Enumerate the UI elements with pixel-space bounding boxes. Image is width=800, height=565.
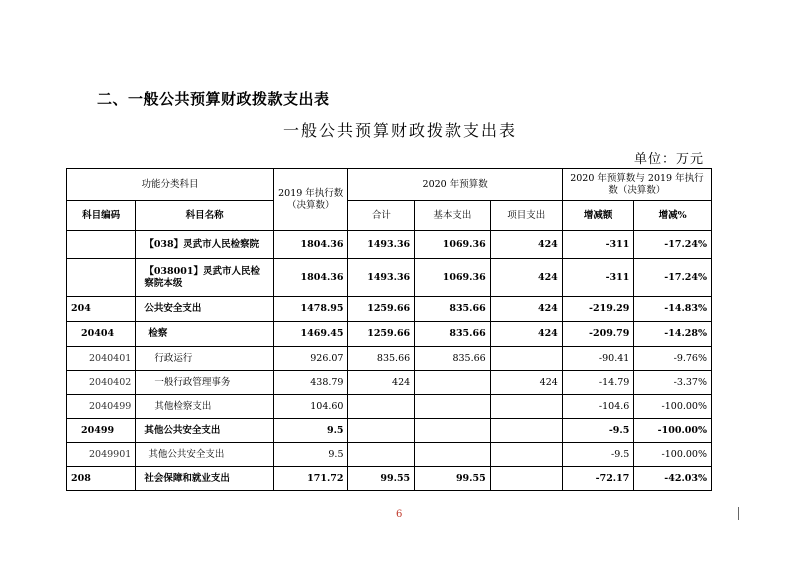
- row-code: 2049901: [67, 443, 136, 467]
- row-exec: 1804.36: [273, 259, 348, 297]
- row-project: 424: [490, 371, 562, 395]
- row-basic: 1069.36: [415, 231, 491, 259]
- row-name: 其他公共安全支出: [136, 443, 274, 467]
- row-project: [490, 443, 562, 467]
- row-diff: -311: [562, 231, 634, 259]
- row-diff: -9.5: [562, 419, 634, 443]
- row-basic: 1069.36: [415, 259, 491, 297]
- row-exec: 9.5: [273, 419, 348, 443]
- row-name: 一般行政管理事务: [136, 371, 274, 395]
- row-code: 204: [67, 297, 136, 322]
- header-project: 项目支出: [490, 201, 562, 231]
- row-pct: -100.00%: [634, 395, 712, 419]
- row-pct: -9.76%: [634, 347, 712, 371]
- header-diff: 增减额: [562, 201, 634, 231]
- row-name: 【038】灵武市人民检察院: [136, 231, 274, 259]
- row-exec: 104.60: [273, 395, 348, 419]
- row-exec: 1804.36: [273, 231, 348, 259]
- row-name: 行政运行: [136, 347, 274, 371]
- row-name: 检察: [136, 322, 274, 347]
- row-total: 99.55: [348, 467, 415, 491]
- row-total: 1493.36: [348, 231, 415, 259]
- row-code: 2040499: [67, 395, 136, 419]
- row-name: 公共安全支出: [136, 297, 274, 322]
- row-project: [490, 347, 562, 371]
- row-diff: -9.5: [562, 443, 634, 467]
- row-diff: -209.79: [562, 322, 634, 347]
- row-project: [490, 467, 562, 491]
- row-basic: [415, 395, 491, 419]
- header-name: 科目名称: [136, 201, 274, 231]
- row-diff: -311: [562, 259, 634, 297]
- row-exec: 171.72: [273, 467, 348, 491]
- row-project: 424: [490, 322, 562, 347]
- row-diff: -14.79: [562, 371, 634, 395]
- unit-label: 单位：万元: [633, 152, 704, 167]
- table-row: [67, 467, 712, 491]
- header-exec-2019: 2019 年执行数（决算数）: [273, 169, 348, 231]
- row-total: 1259.66: [348, 322, 415, 347]
- row-code: 20404: [67, 322, 136, 347]
- table-row: [67, 419, 712, 443]
- table-row: [67, 259, 712, 297]
- row-exec: 1478.95: [273, 297, 348, 322]
- row-name: 社会保障和就业支出: [136, 467, 274, 491]
- row-pct: -14.28%: [634, 322, 712, 347]
- row-total: [348, 395, 415, 419]
- table-row: [67, 347, 712, 371]
- table-row: [67, 443, 712, 467]
- row-code: 2040402: [67, 371, 136, 395]
- row-exec: 438.79: [273, 371, 348, 395]
- table-row: [67, 322, 712, 347]
- budget-table: [66, 168, 712, 491]
- row-total: 1493.36: [348, 259, 415, 297]
- row-exec: 9.5: [273, 443, 348, 467]
- row-name: 【038001】灵武市人民检察院本级: [136, 259, 274, 297]
- document-title: 一般公共预算财政拨款支出表: [282, 121, 517, 140]
- table-row: [67, 371, 712, 395]
- row-pct: -100.00%: [634, 419, 712, 443]
- header-category: 功能分类科目: [67, 169, 274, 201]
- row-total: [348, 443, 415, 467]
- row-diff: -104.6: [562, 395, 634, 419]
- header-budget-2020: 2020 年预算数: [348, 169, 562, 201]
- row-exec: 926.07: [273, 347, 348, 371]
- row-code: [67, 259, 136, 297]
- row-project: 424: [490, 231, 562, 259]
- row-pct: -3.37%: [634, 371, 712, 395]
- section-heading: 二、一般公共预算财政拨款支出表: [97, 90, 330, 108]
- row-basic: 99.55: [415, 467, 491, 491]
- row-code: 2040401: [67, 347, 136, 371]
- row-name: 其他检察支出: [136, 395, 274, 419]
- row-basic: [415, 443, 491, 467]
- row-total: 835.66: [348, 347, 415, 371]
- row-diff: -72.17: [562, 467, 634, 491]
- row-name: 其他公共安全支出: [136, 419, 274, 443]
- row-basic: 835.66: [415, 347, 491, 371]
- table-row: [67, 297, 712, 322]
- header-pct: 增减%: [634, 201, 712, 231]
- row-diff: -219.29: [562, 297, 634, 322]
- row-exec: 1469.45: [273, 322, 348, 347]
- margin-mark: [738, 507, 739, 520]
- row-project: 424: [490, 297, 562, 322]
- row-total: [348, 419, 415, 443]
- row-basic: [415, 371, 491, 395]
- row-pct: -17.24%: [634, 259, 712, 297]
- header-compare: 2020 年预算数与 2019 年执行数（决算数）: [562, 169, 711, 201]
- header-code: 科目编码: [67, 201, 136, 231]
- row-project: 424: [490, 259, 562, 297]
- row-project: [490, 419, 562, 443]
- row-total: 424: [348, 371, 415, 395]
- row-diff: -90.41: [562, 347, 634, 371]
- header-basic: 基本支出: [415, 201, 491, 231]
- row-pct: -17.24%: [634, 231, 712, 259]
- table-row: [67, 395, 712, 419]
- row-pct: -100.00%: [634, 443, 712, 467]
- header-total: 合计: [348, 201, 415, 231]
- row-pct: -14.83%: [634, 297, 712, 322]
- row-code: 20499: [67, 419, 136, 443]
- row-code: [67, 231, 136, 259]
- row-code: 208: [67, 467, 136, 491]
- row-basic: 835.66: [415, 297, 491, 322]
- table-row: [67, 231, 712, 259]
- row-project: [490, 395, 562, 419]
- row-pct: -42.03%: [634, 467, 712, 491]
- row-total: 1259.66: [348, 297, 415, 322]
- row-basic: 835.66: [415, 322, 491, 347]
- page-number: 6: [396, 509, 403, 520]
- row-basic: [415, 419, 491, 443]
